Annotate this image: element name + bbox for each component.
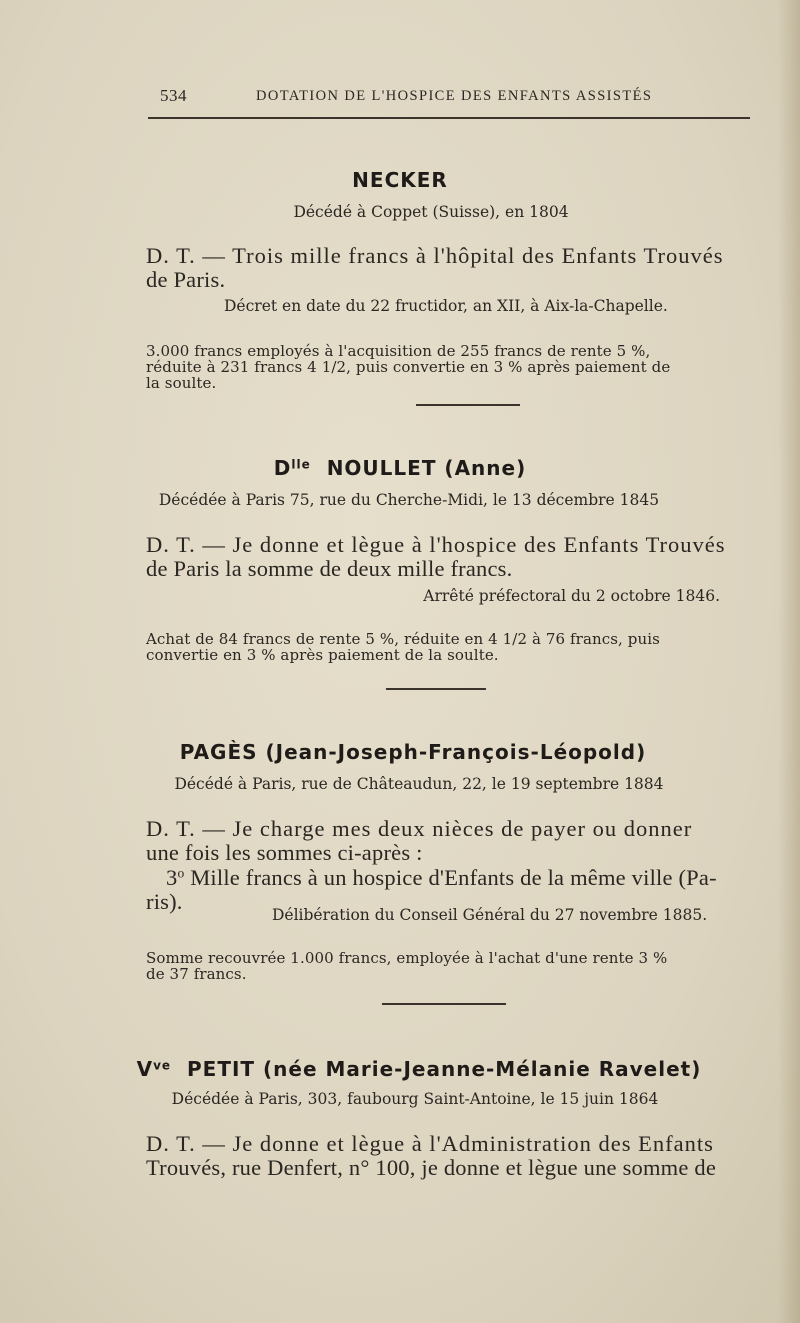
running-title: DOTATION DE L'HOSPICE DES ENFANTS ASSISTÉS bbox=[256, 88, 653, 104]
entry-pages-note: Somme recouvrée 1.000 francs, employée à l'achat d'une rente 3 % de 37 francs. bbox=[146, 949, 668, 983]
page-number: 534 bbox=[160, 86, 187, 105]
page-edge-shadow bbox=[778, 0, 800, 1323]
entry-necker-note: 3.000 francs employés à l'acquisition de 255 francs de rente 5 %, réduite à 231 francs 4 1/2, puis convertie en 3 % après paiement de la soulte. bbox=[146, 342, 671, 392]
entry-petit-title: $V^{ve}$ PETIT (née Marie-Jeanne-Mélanie Ravelet) bbox=[136, 1057, 702, 1081]
entry-noullet-bequest: D. T. — Je donne et lègue à l'hospice des Enfants Trouvés de Paris la somme de deux mille francs. bbox=[146, 532, 726, 581]
entry-noullet-title: $D^{lle}$ NOULLET (Anne) bbox=[273, 456, 527, 480]
entry-petit-death: Décédée à Paris, 303, faubourg Saint-Antoine, le 15 juin 1864 bbox=[171, 1090, 659, 1108]
entry-pages-bequest: D. T. — Je charge mes deux nièces de payer ou donner une fois les sommes ci-après : bbox=[146, 816, 693, 865]
entry-noullet-death: Décédée à Paris 75, rue du Cherche-Midi, le 13 décembre 1845 bbox=[158, 491, 660, 509]
section-separator bbox=[382, 1003, 506, 1005]
entry-necker-act: Décret en date du 22 fructidor, an XII, à Aix-la-Chapelle. bbox=[224, 297, 668, 315]
entry-pages-item: 3$^o$ Mille francs à un hospice d'Enfants de la même ville (Pa- ris). bbox=[146, 865, 717, 914]
entry-petit-bequest: D. T. — Je donne et lègue à l'Administration des Enfants Trouvés, rue Denfert, n° 100, je donne et lègue une somme de bbox=[146, 1131, 717, 1180]
entry-pages-act: Délibération du Conseil Général du 27 novembre 1885. bbox=[272, 906, 708, 924]
header-rule bbox=[148, 117, 750, 119]
entry-pages-death: Décédé à Paris, rue de Châteaudun, 22, le 19 septembre 1884 bbox=[174, 775, 664, 793]
entry-pages-title: PAGÈS (Jean-Joseph-François-Léopold) bbox=[179, 740, 647, 764]
entry-necker-title: NECKER bbox=[352, 168, 448, 192]
entry-necker-death: Décédé à Coppet (Suisse), en 1804 bbox=[293, 203, 569, 221]
entry-noullet-act: Arrêté préfectoral du 2 octobre 1846. bbox=[423, 587, 720, 605]
entry-necker-bequest: D. T. — Trois mille francs à l'hôpital des Enfants Trouvés de Paris. bbox=[146, 243, 724, 292]
section-separator bbox=[386, 688, 486, 690]
section-separator bbox=[416, 404, 520, 406]
entry-noullet-note: Achat de 84 francs de rente 5 %, réduite en 4 1/2 à 76 francs, puis convertie en 3 % après paiement de la soulte. bbox=[146, 630, 660, 664]
page-header bbox=[160, 86, 750, 110]
